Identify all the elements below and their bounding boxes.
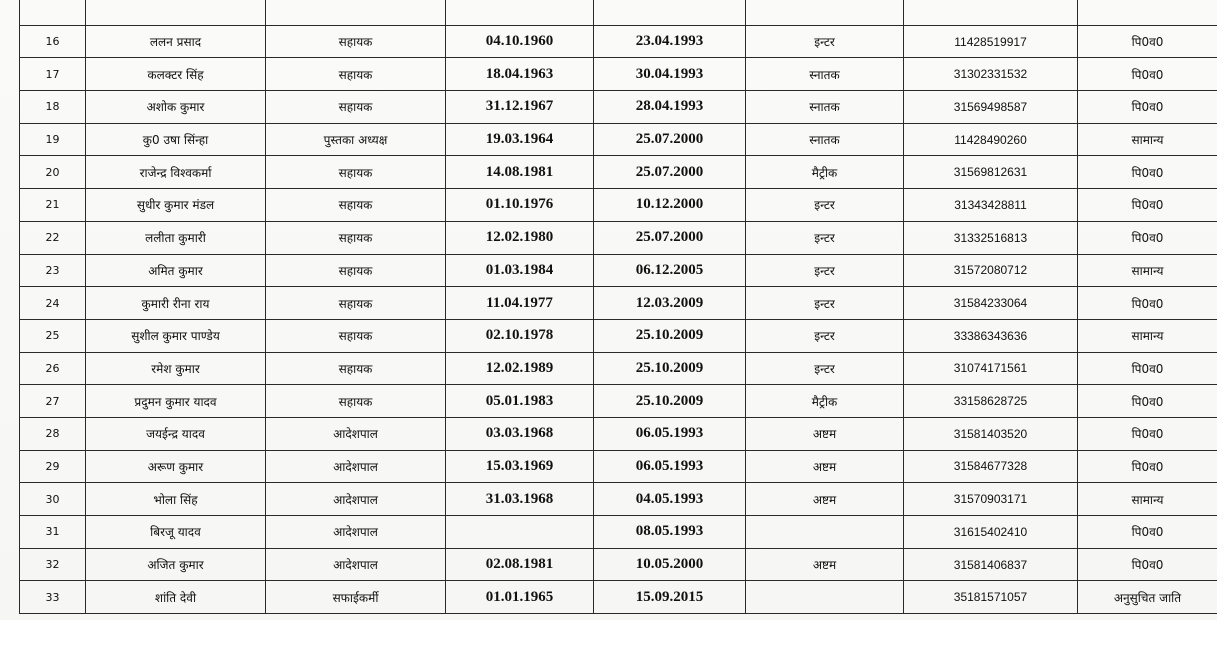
- employee-id-cell: 31572080712: [904, 254, 1078, 287]
- table-row: [20, 287, 1217, 320]
- category-cell: पि0व0: [1078, 385, 1217, 418]
- category-cell: पि0व0: [1078, 25, 1217, 58]
- employee-id-cell: 31615402410: [904, 516, 1078, 549]
- designation-cell: [266, 0, 446, 25]
- employee-id-cell: 11428490260: [904, 123, 1078, 156]
- date-of-joining-cell: 23.04.1993: [594, 25, 746, 58]
- date-of-birth-cell: 01.10.1976: [446, 189, 594, 222]
- employee-name-cell: ललीता कुमारी: [86, 221, 266, 254]
- employee-id-cell: 31343428811: [904, 189, 1078, 222]
- date-of-birth-cell: 31.03.1968: [446, 483, 594, 516]
- date-of-birth-cell: 12.02.1989: [446, 352, 594, 385]
- date-of-birth-cell: 02.10.1978: [446, 319, 594, 352]
- qualification-cell: अष्टम: [746, 417, 904, 450]
- table-row: [20, 91, 1217, 124]
- serial-number-cell: 21: [20, 189, 86, 222]
- employee-name-cell: अरूण कुमार: [86, 450, 266, 483]
- employee-name-cell: जयईन्द्र यादव: [86, 417, 266, 450]
- page-bottom-margin: [0, 620, 1217, 653]
- date-of-birth-cell: 31.12.1967: [446, 91, 594, 124]
- category-cell: पि0व0: [1078, 58, 1217, 91]
- category-cell: पि0व0: [1078, 287, 1217, 320]
- employee-name-cell: बिरजू यादव: [86, 516, 266, 549]
- designation-cell: आदेशपाल: [266, 548, 446, 581]
- employee-name-cell: राजेन्द्र विश्वकर्मा: [86, 156, 266, 189]
- designation-cell: सहायक: [266, 385, 446, 418]
- employee-id-cell: 31581406837: [904, 548, 1078, 581]
- table-row: [20, 25, 1217, 58]
- qualification-cell: स्नातक: [746, 58, 904, 91]
- date-of-birth-cell: 19.03.1964: [446, 123, 594, 156]
- serial-number-cell: 27: [20, 385, 86, 418]
- table-row: [20, 189, 1217, 222]
- employee-name-cell: अमित कुमार: [86, 254, 266, 287]
- table-row: [20, 352, 1217, 385]
- date-of-joining-cell: 06.05.1993: [594, 417, 746, 450]
- employee-id-cell: [904, 0, 1078, 25]
- qualification-cell: [746, 581, 904, 614]
- serial-number-cell: 33: [20, 581, 86, 614]
- qualification-cell: इन्टर: [746, 254, 904, 287]
- designation-cell: आदेशपाल: [266, 417, 446, 450]
- date-of-birth-cell: 01.01.1965: [446, 581, 594, 614]
- date-of-joining-cell: 04.05.1993: [594, 483, 746, 516]
- table-row: [20, 417, 1217, 450]
- employee-id-cell: 31302331532: [904, 58, 1078, 91]
- serial-number-cell: 29: [20, 450, 86, 483]
- category-cell: [1078, 0, 1217, 25]
- date-of-birth-cell: 03.03.1968: [446, 417, 594, 450]
- employee-id-cell: 31581403520: [904, 417, 1078, 450]
- employee-name-cell: भोला सिंह: [86, 483, 266, 516]
- serial-number-cell: 22: [20, 221, 86, 254]
- qualification-cell: इन्टर: [746, 221, 904, 254]
- date-of-joining-cell: 25.07.2000: [594, 156, 746, 189]
- date-of-birth-cell: 04.10.1960: [446, 25, 594, 58]
- employee-id-cell: 31332516813: [904, 221, 1078, 254]
- employee-id-cell: 31584677328: [904, 450, 1078, 483]
- designation-cell: सहायक: [266, 254, 446, 287]
- date-of-joining-cell: 10.05.2000: [594, 548, 746, 581]
- category-cell: सामान्य: [1078, 483, 1217, 516]
- designation-cell: आदेशपाल: [266, 516, 446, 549]
- date-of-joining-cell: 06.12.2005: [594, 254, 746, 287]
- date-of-joining-cell: 28.04.1993: [594, 91, 746, 124]
- employee-id-cell: 35181571057: [904, 581, 1078, 614]
- date-of-birth-cell: 15.03.1969: [446, 450, 594, 483]
- table-row: [20, 516, 1217, 549]
- employee-id-cell: 11428519917: [904, 25, 1078, 58]
- table-row: [20, 254, 1217, 287]
- qualification-cell: अष्टम: [746, 548, 904, 581]
- employee-name-cell: सुधीर कुमार मंडल: [86, 189, 266, 222]
- designation-cell: पुस्तका अध्यक्ष: [266, 123, 446, 156]
- table-row: [20, 0, 1217, 25]
- serial-number-cell: 30: [20, 483, 86, 516]
- date-of-birth-cell: 01.03.1984: [446, 254, 594, 287]
- date-of-joining-cell: 25.07.2000: [594, 123, 746, 156]
- serial-number-cell: 23: [20, 254, 86, 287]
- date-of-birth-cell: 05.01.1983: [446, 385, 594, 418]
- serial-number-cell: 16: [20, 25, 86, 58]
- date-of-joining-cell: [594, 0, 746, 25]
- serial-number-cell: 18: [20, 91, 86, 124]
- date-of-joining-cell: 25.10.2009: [594, 319, 746, 352]
- category-cell: पि0व0: [1078, 548, 1217, 581]
- category-cell: पि0व0: [1078, 91, 1217, 124]
- employee-name-cell: प्रदुमन कुमार यादव: [86, 385, 266, 418]
- qualification-cell: [746, 0, 904, 25]
- employee-name-cell: ललन प्रसाद: [86, 25, 266, 58]
- category-cell: अनुसुचित जाति: [1078, 581, 1217, 614]
- table-row: [20, 483, 1217, 516]
- qualification-cell: मैट्रीक: [746, 156, 904, 189]
- employee-id-cell: 33386343636: [904, 319, 1078, 352]
- category-cell: पि0व0: [1078, 156, 1217, 189]
- category-cell: सामान्य: [1078, 254, 1217, 287]
- employee-name-cell: सुशील कुमार पाण्डेय: [86, 319, 266, 352]
- serial-number-cell: 17: [20, 58, 86, 91]
- serial-number-cell: [20, 0, 86, 25]
- designation-cell: सहायक: [266, 189, 446, 222]
- date-of-joining-cell: 15.09.2015: [594, 581, 746, 614]
- date-of-joining-cell: 30.04.1993: [594, 58, 746, 91]
- staff-register-table: [19, 0, 1217, 614]
- serial-number-cell: 26: [20, 352, 86, 385]
- employee-id-cell: 31570903171: [904, 483, 1078, 516]
- serial-number-cell: 24: [20, 287, 86, 320]
- designation-cell: सहायक: [266, 352, 446, 385]
- date-of-joining-cell: 12.03.2009: [594, 287, 746, 320]
- employee-name-cell: कु0 उषा सिंन्हा: [86, 123, 266, 156]
- employee-id-cell: 31584233064: [904, 287, 1078, 320]
- date-of-birth-cell: 14.08.1981: [446, 156, 594, 189]
- qualification-cell: स्नातक: [746, 123, 904, 156]
- table-row: [20, 548, 1217, 581]
- category-cell: पि0व0: [1078, 450, 1217, 483]
- qualification-cell: इन्टर: [746, 319, 904, 352]
- table-row: [20, 123, 1217, 156]
- employee-name-cell: कलक्टर सिंह: [86, 58, 266, 91]
- category-cell: पि0व0: [1078, 417, 1217, 450]
- category-cell: पि0व0: [1078, 516, 1217, 549]
- qualification-cell: अष्टम: [746, 483, 904, 516]
- designation-cell: सहायक: [266, 156, 446, 189]
- employee-name-cell: शांति देवी: [86, 581, 266, 614]
- category-cell: पि0व0: [1078, 189, 1217, 222]
- date-of-birth-cell: 12.02.1980: [446, 221, 594, 254]
- designation-cell: आदेशपाल: [266, 483, 446, 516]
- category-cell: पि0व0: [1078, 352, 1217, 385]
- qualification-cell: स्नातक: [746, 91, 904, 124]
- qualification-cell: इन्टर: [746, 25, 904, 58]
- serial-number-cell: 20: [20, 156, 86, 189]
- serial-number-cell: 25: [20, 319, 86, 352]
- employee-name-cell: कुमारी रीना राय: [86, 287, 266, 320]
- qualification-cell: इन्टर: [746, 189, 904, 222]
- employee-id-cell: 31569812631: [904, 156, 1078, 189]
- employee-id-cell: 31074171561: [904, 352, 1078, 385]
- date-of-birth-cell: 02.08.1981: [446, 548, 594, 581]
- designation-cell: आदेशपाल: [266, 450, 446, 483]
- category-cell: सामान्य: [1078, 319, 1217, 352]
- qualification-cell: इन्टर: [746, 287, 904, 320]
- employee-name-cell: [86, 0, 266, 25]
- date-of-joining-cell: 25.07.2000: [594, 221, 746, 254]
- serial-number-cell: 31: [20, 516, 86, 549]
- category-cell: सामान्य: [1078, 123, 1217, 156]
- table-row: [20, 450, 1217, 483]
- table-row: [20, 581, 1217, 614]
- date-of-joining-cell: 10.12.2000: [594, 189, 746, 222]
- employee-id-cell: 33158628725: [904, 385, 1078, 418]
- table-body: [20, 0, 1217, 614]
- table-row: [20, 58, 1217, 91]
- employee-name-cell: रमेश कुमार: [86, 352, 266, 385]
- designation-cell: सफाईकर्मी: [266, 581, 446, 614]
- date-of-birth-cell: 18.04.1963: [446, 58, 594, 91]
- serial-number-cell: 28: [20, 417, 86, 450]
- qualification-cell: [746, 516, 904, 549]
- table-row: [20, 319, 1217, 352]
- qualification-cell: इन्टर: [746, 352, 904, 385]
- category-cell: पि0व0: [1078, 221, 1217, 254]
- date-of-joining-cell: 25.10.2009: [594, 385, 746, 418]
- employee-id-cell: 31569498587: [904, 91, 1078, 124]
- date-of-birth-cell: [446, 0, 594, 25]
- date-of-joining-cell: 08.05.1993: [594, 516, 746, 549]
- designation-cell: सहायक: [266, 25, 446, 58]
- date-of-joining-cell: 25.10.2009: [594, 352, 746, 385]
- date-of-birth-cell: [446, 516, 594, 549]
- qualification-cell: मैट्रीक: [746, 385, 904, 418]
- serial-number-cell: 32: [20, 548, 86, 581]
- qualification-cell: अष्टम: [746, 450, 904, 483]
- designation-cell: सहायक: [266, 221, 446, 254]
- table-row: [20, 221, 1217, 254]
- designation-cell: सहायक: [266, 58, 446, 91]
- designation-cell: सहायक: [266, 287, 446, 320]
- date-of-birth-cell: 11.04.1977: [446, 287, 594, 320]
- date-of-joining-cell: 06.05.1993: [594, 450, 746, 483]
- employee-name-cell: अजित कुमार: [86, 548, 266, 581]
- table-row: [20, 156, 1217, 189]
- designation-cell: सहायक: [266, 319, 446, 352]
- table-row: [20, 385, 1217, 418]
- serial-number-cell: 19: [20, 123, 86, 156]
- employee-name-cell: अशोक कुमार: [86, 91, 266, 124]
- designation-cell: सहायक: [266, 91, 446, 124]
